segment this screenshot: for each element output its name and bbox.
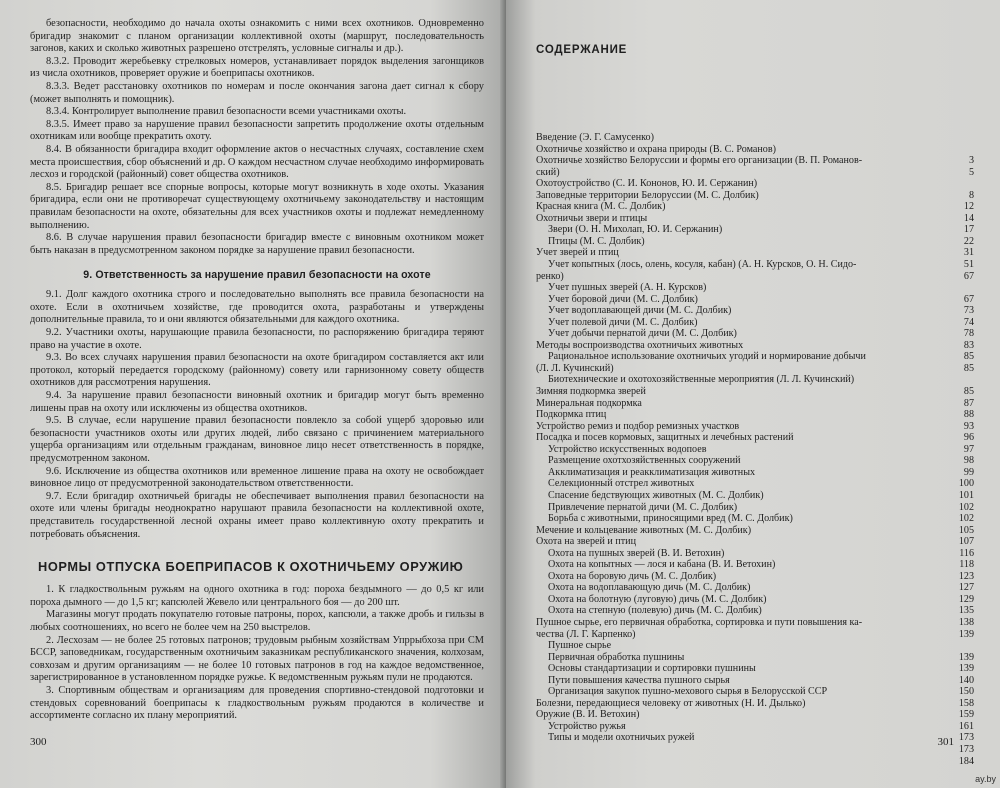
toc-entry-title: Селекционный отстрел животных: [548, 478, 695, 490]
paragraph: 9.2. Участники охоты, нарушающие правила безопасности, по распоряжению бригадира теряют право на участие в охоте.: [30, 327, 484, 351]
toc-entry-title: Минеральная подкормка: [536, 397, 642, 409]
toc-entry-title: Основы стандартизации и сортировки пушнины: [548, 663, 756, 675]
toc-entry-page: 139: [958, 628, 974, 640]
toc-entry-page: 135: [958, 605, 974, 617]
toc-entry-page: 5: [968, 166, 974, 178]
toc-entry-title: Охотничье хозяйство и охрана природы (В. С. Романов): [536, 143, 776, 155]
toc-entry-title: Размещение охотхозяйственных сооружений: [548, 455, 741, 467]
toc-entry: [536, 167, 974, 179]
page-number-left: 300: [30, 736, 47, 748]
toc-entry-title: Устройство ружья: [548, 720, 626, 732]
toc-entry: [536, 178, 974, 190]
toc-entry: [536, 317, 974, 329]
toc-entry-page: 3: [968, 155, 974, 167]
toc-entry-page: 14: [963, 212, 974, 224]
section9-text: [30, 289, 484, 541]
toc-entry: [536, 502, 974, 514]
toc-entry: [536, 605, 974, 617]
toc-entry-page: 127: [958, 582, 974, 594]
toc-entry: [536, 271, 974, 283]
toc-entry-title: Охотничье хозяйство Белоруссии и формы его организации (В. П. Романов-: [536, 155, 863, 167]
toc-entry: [536, 478, 974, 490]
right-page: [506, 0, 1000, 788]
toc-entry-title: Учет зверей и птиц: [536, 247, 619, 259]
toc-entry-title: Спасение бедствующих животных (М. С. Долбик): [548, 489, 764, 501]
toc-entry-title: Заповедные территории Белоруссии (М. С. Долбик): [536, 189, 759, 201]
toc-entry: [536, 432, 974, 444]
paragraph: 9.3. Во всех случаях нарушения правил безопасности на охоте бригадиром составляется акт или протокол, который передается городскому (районному) совету или гарнизонному совету обществ охотников для рассмотрения нарушения.: [30, 352, 484, 389]
toc-entry-title: Охотничьи звери и птицы: [536, 212, 648, 224]
toc-entry: [536, 652, 974, 664]
norms-text: [30, 584, 484, 723]
toc-entry-page: 74: [963, 316, 974, 328]
toc-entry: [536, 374, 974, 386]
paragraph: 8.5. Бригадир решает все спорные вопросы, которые могут возникнуть в ходе охоты. Указания бригадира, если они не противоречат существующему охотничьему законодательству и настоящим правилам безопасности на охоте, обязательны для всех участников охоты и подлежат немедленному выполнению.: [30, 181, 484, 231]
toc-entry-title: Первичная обработка пушнины: [548, 651, 685, 663]
toc-entry-title: Охота на водоплавающую дичь (М. С. Долбик): [548, 582, 751, 594]
paragraph: 8.6. В случае нарушения правил безопасности бригадир вместе с виновным охотником может быть наказан в предусмотренном законом порядке за нарушение правил безопасности.: [30, 232, 484, 256]
toc-entry-page: 8: [968, 189, 974, 201]
toc-entry-title: Акклиматизация и реакклиматизация животных: [548, 466, 756, 478]
toc-entry-page: 161: [958, 720, 974, 732]
toc-entry-page: 96: [963, 432, 974, 444]
toc-entry: [536, 559, 974, 571]
toc-entry-page: 85: [963, 362, 974, 374]
toc-entry-page: 150: [958, 686, 974, 698]
toc-entry-page: 17: [963, 224, 974, 236]
toc-entry: [536, 709, 974, 721]
left-body-text: [30, 18, 484, 257]
toc-entry: [536, 398, 974, 410]
toc-entry: [536, 409, 974, 421]
toc-entry-title: Пушное сырье, его первичная обработка, сортировка и пути повышения ка-: [536, 616, 863, 628]
toc-entry-page: 101: [958, 489, 974, 501]
paragraph: 9.6. Исключение из общества охотников или временное лишение права на охоту не освобождает виновное лицо от предусмотренной законодательством ответственности.: [30, 465, 484, 490]
toc-entry-title: Охотоустройство (С. И. Кононов, Ю. И. Сержанин): [536, 178, 758, 190]
toc-entry-title: Рациональное использование охотничьих угодий и нормирование добычи: [548, 351, 866, 363]
toc-entry-page: 118: [959, 559, 974, 571]
toc-entry-page: 83: [963, 339, 974, 351]
toc-entry-page: 102: [958, 513, 974, 525]
toc-entry-title: Учет полевой дичи (М. С. Долбик): [548, 316, 698, 328]
toc-entry-title: Охота на пушных зверей (В. И. Ветохин): [548, 547, 725, 559]
paragraph: безопасности, необходимо до начала охоты ознакомить с ними всех охотников. Одновременно бригадир знакомит с планом организации коллективной охоты (маршрут, последовательность загонов, каких и сколько животных разрешено отстрелять, условные сигналы и др.).: [30, 18, 484, 55]
toc-entry-page: 102: [958, 501, 974, 513]
toc-entry: [536, 721, 974, 733]
toc-entry-title: Охота на копытных — лося и кабана (В. И. Ветохин): [548, 559, 776, 571]
page-number-right: 301: [937, 736, 954, 748]
norms-heading: НОРМЫ ОТПУСКА БОЕПРИПАСОВ К ОХОТНИЧЬЕМУ ОРУЖИЮ: [38, 559, 464, 575]
toc-entry-title: ренко): [536, 270, 564, 282]
toc-entry: [536, 144, 974, 156]
toc-entry: [536, 756, 974, 768]
toc-entry-title: Введение (Э. Г. Самусенко): [536, 132, 654, 143]
toc-entry-page: 116: [959, 547, 974, 559]
toc-entry: [536, 340, 974, 352]
toc-entry-page: 139: [958, 663, 974, 675]
toc-entry-page: 107: [958, 536, 974, 548]
toc-entry-page: 100: [958, 478, 974, 490]
toc-entry: [536, 259, 974, 271]
toc-entry-title: Устройство ремиз и подбор ремизных участков: [536, 420, 740, 432]
toc-entry: [536, 236, 974, 248]
toc-entry-title: Зимняя подкормка зверей: [536, 386, 646, 398]
toc-entry-page: 173: [958, 743, 974, 755]
toc-heading: СОДЕРЖАНИЕ: [536, 44, 628, 56]
paragraph: 9.5. В случае, если нарушение правил безопасности повлекло за собой ущерб здоровью или безопасности участников охоты или других людей, либо связано с причинением материального ущерба организациям или отдельным гражданам, виновное лицо несет ответственность в порядке, предусмотренном законом.: [30, 415, 484, 464]
paragraph: 8.3.3. Ведет расстановку охотников по номерам и после окончания загона дает сигнал к сбору (может выполнять и помощник).: [30, 80, 484, 105]
toc-entry-title: Птицы (М. С. Долбик): [548, 235, 645, 247]
toc-entry-page: 97: [963, 443, 974, 455]
toc-entry: [536, 363, 974, 375]
table-of-contents: [536, 132, 974, 767]
toc-entry: [536, 386, 974, 398]
paragraph: Магазины могут продать покупателю готовые патроны, порох, капсюли, а также дробь и гильзы в любых соотношениях, но всего не более чем на 250 выстрелов.: [30, 609, 484, 633]
toc-entry: [536, 744, 974, 756]
toc-entry: [536, 548, 974, 560]
toc-entry: [536, 455, 974, 467]
toc-entry-title: Учет водоплавающей дичи (М. С. Долбик): [548, 305, 732, 317]
toc-entry-page: 129: [958, 593, 974, 605]
toc-entry-page: 105: [958, 524, 974, 536]
toc-entry-title: Организация закупок пушно-мехового сырья в Белорусской ССР: [548, 686, 828, 698]
toc-entry-title: Охота на зверей и птиц: [536, 536, 636, 548]
toc-entry-title: Привлечение пернатой дичи (М. С. Долбик): [548, 501, 738, 513]
toc-entry-title: Посадка и посев кормовых, защитных и лечебных растений: [536, 432, 794, 444]
toc-entry: [536, 247, 974, 259]
toc-entry: [536, 305, 974, 317]
toc-entry: [536, 213, 974, 225]
toc-entry-title: Методы воспроизводства охотничьих животных: [536, 339, 744, 351]
toc-entry-title: Красная книга (М. С. Долбик): [536, 201, 666, 213]
toc-entry-page: 73: [963, 305, 974, 317]
paragraph: 8.4. В обязанности бригадира входит оформление актов о несчастных случаях, составление схем места происшествия, сбор объяснений и др. О каждом несчастном случае необходимо информировать лесхоз и городской (районный) совет общества охотников.: [30, 143, 484, 181]
section9-heading: 9. Ответственность за нарушение правил безопасности на охоте: [83, 269, 431, 282]
toc-entry-page: 31: [963, 247, 974, 259]
paragraph: 9.7. Если бригадир охотничьей бригады не обеспечивает выполнения правил безопасности на охоте или члены бригады неоднократно нарушают правила безопасности на коллективной охоте, представитель государственной лесной охраны имеет право коллективную охоту прекратить и потребовать объяснения.: [30, 490, 484, 540]
toc-entry-title: Оружие (В. И. Ветохин): [536, 709, 640, 721]
toc-entry-title: Учет пушных зверей (А. Н. Курсков): [548, 282, 707, 294]
toc-entry-page: 87: [963, 397, 974, 409]
toc-entry: [536, 571, 974, 583]
toc-entry-page: 158: [958, 697, 974, 709]
toc-entry-title: Мечение и кольцевание животных (М. С. Долбик): [536, 524, 752, 536]
watermark-text: ay.by: [975, 774, 996, 784]
toc-entry: [536, 201, 974, 213]
toc-entry: [536, 132, 974, 144]
toc-entry-title: Учет копытных (лось, олень, косуля, кабан) (А. Н. Курсков, О. Н. Сидо-: [548, 259, 857, 271]
toc-entry-page: 138: [958, 616, 974, 628]
toc-entry-page: 85: [963, 351, 974, 363]
toc-entry-title: Охота на степную (полевую) дичь (М. С. Долбик): [548, 605, 762, 617]
toc-entry: [536, 698, 974, 710]
toc-entry: [536, 675, 974, 687]
toc-entry-page: 12: [963, 201, 974, 213]
toc-entry-title: Пушное сырье: [548, 640, 612, 652]
toc-entry-page: 98: [963, 455, 974, 467]
toc-entry: [536, 594, 974, 606]
toc-entry-page: 140: [958, 674, 974, 686]
toc-entry-page: 159: [958, 709, 974, 721]
toc-entry-title: чества (Л. Г. Карпенко): [536, 628, 636, 640]
toc-entry: [536, 421, 974, 433]
toc-entry: [536, 582, 974, 594]
toc-entry-page: 67: [963, 293, 974, 305]
toc-entry: [536, 663, 974, 675]
toc-entry: [536, 328, 974, 340]
toc-entry-page: 51: [963, 259, 974, 271]
toc-entry-title: Борьба с животными, приносящими вред (М. С. Долбик): [548, 513, 793, 525]
toc-entry: [536, 617, 974, 629]
toc-entry: [536, 155, 974, 167]
toc-entry: [536, 444, 974, 456]
toc-entry: [536, 294, 974, 306]
toc-entry: [536, 224, 974, 236]
toc-entry-page: 139: [958, 651, 974, 663]
paragraph: 8.3.4. Контролирует выполнение правил безопасности всеми участниками охоты.: [46, 106, 407, 118]
toc-entry: [536, 536, 974, 548]
toc-entry: [536, 351, 974, 363]
toc-entry-page: 67: [963, 270, 974, 282]
toc-entry-page: 173: [958, 732, 974, 744]
toc-entry-title: Охота на болотную (луговую) дичь (М. С. Долбик): [548, 593, 767, 605]
toc-entry-title: Охота на боровую дичь (М. С. Долбик): [548, 570, 717, 582]
toc-entry: [536, 640, 974, 652]
paragraph: 9.1. Долг каждого охотника строго и последовательно выполнять все правила безопасности на охоте. Если в охотничьем хозяйстве, где проводится охота, разработаны и утверждены дополнительные правила, то и они являются обязательными для каждого охотника.: [30, 289, 484, 326]
toc-entry: [536, 490, 974, 502]
paragraph: 8.3.5. Имеет право за нарушение правил безопасности запретить продолжение охоты отдельным охотникам или вообще прекратить охоту.: [30, 118, 484, 143]
toc-entry: [536, 190, 974, 202]
toc-entry-title: Болезни, передающиеся человеку от животных (Н. И. Дылько): [536, 697, 806, 709]
toc-entry-page: 184: [958, 755, 974, 767]
toc-entry: [536, 732, 974, 744]
paragraph: 2. Лесхозам — не более 25 готовых патронов; трудовым рыбным хозяйствам Упррыбхоза при СМ БССР, заповедникам, государственным охотничьим заказникам республиканского значения, колхозам, совхозам и другим организациям — не более 10 готовых патронов в год на каждое ведомственное, зарегистрированное в установленном порядке ружье. К ведомственным ружьям пули не продаются.: [30, 634, 484, 684]
toc-entry-title: Учет боровой дичи (М. С. Долбик): [548, 293, 698, 305]
toc-entry-title: Подкормка птиц: [536, 409, 607, 421]
toc-entry-title: Пути повышения качества пушного сырья: [548, 674, 730, 686]
toc-entry: [536, 629, 974, 641]
toc-entry-title: Учет добычи пернатой дичи (М. С. Долбик): [548, 328, 737, 340]
paragraph: 3. Спортивным обществам и организациям для проведения спортивно-стендовой подготовки и стендовых соревнований боеприпасы к гладкоствольным ружьям продаются в количестве и ассортименте согласно их плану мероприятий.: [30, 684, 484, 722]
paragraph: 8.3.2. Проводит жеребьевку стрелковых номеров, устанавливает порядок выделения загонщиков из числа охотников, проверяет оружие и боеприпасы охотников.: [30, 55, 484, 80]
toc-entry-page: 99: [963, 466, 974, 478]
toc-entry-title: Типы и модели охотничьих ружей: [548, 732, 695, 744]
toc-entry-page: 88: [963, 409, 974, 421]
toc-entry-page: 123: [958, 570, 974, 582]
paragraph: 1. К гладкоствольным ружьям на одного охотника в год: пороха бездымного — до 0,5 кг или пороха дымного — до 1,5 кг; капсюлей Жевело или центрального боя — до 200 шт.: [30, 584, 484, 608]
toc-entry-page: 78: [963, 328, 974, 340]
toc-entry: [536, 513, 974, 525]
toc-entry-title: Звери (О. Н. Михолап, Ю. И. Сержанин): [548, 224, 723, 236]
toc-entry: [536, 686, 974, 698]
paragraph: 9.4. За нарушение правил безопасности виновный охотник и бригадир могут быть временно лишены прав на охоту или исключены из общества охотников.: [30, 390, 484, 414]
toc-entry: [536, 525, 974, 537]
toc-entry-title: Устройство искусственных водопоев: [548, 443, 707, 455]
toc-entry-page: 93: [963, 420, 974, 432]
toc-entry-title: ский): [536, 166, 560, 178]
toc-entry-page: 85: [963, 386, 974, 398]
toc-entry: [536, 282, 974, 294]
toc-entry-title: Биотехнические и охотохозяйственные мероприятия (Л. Л. Кучинский): [548, 374, 855, 386]
toc-entry-page: 22: [963, 235, 974, 247]
toc-entry-title: (Л. Л. Кучинский): [536, 362, 614, 374]
toc-entry: [536, 467, 974, 479]
